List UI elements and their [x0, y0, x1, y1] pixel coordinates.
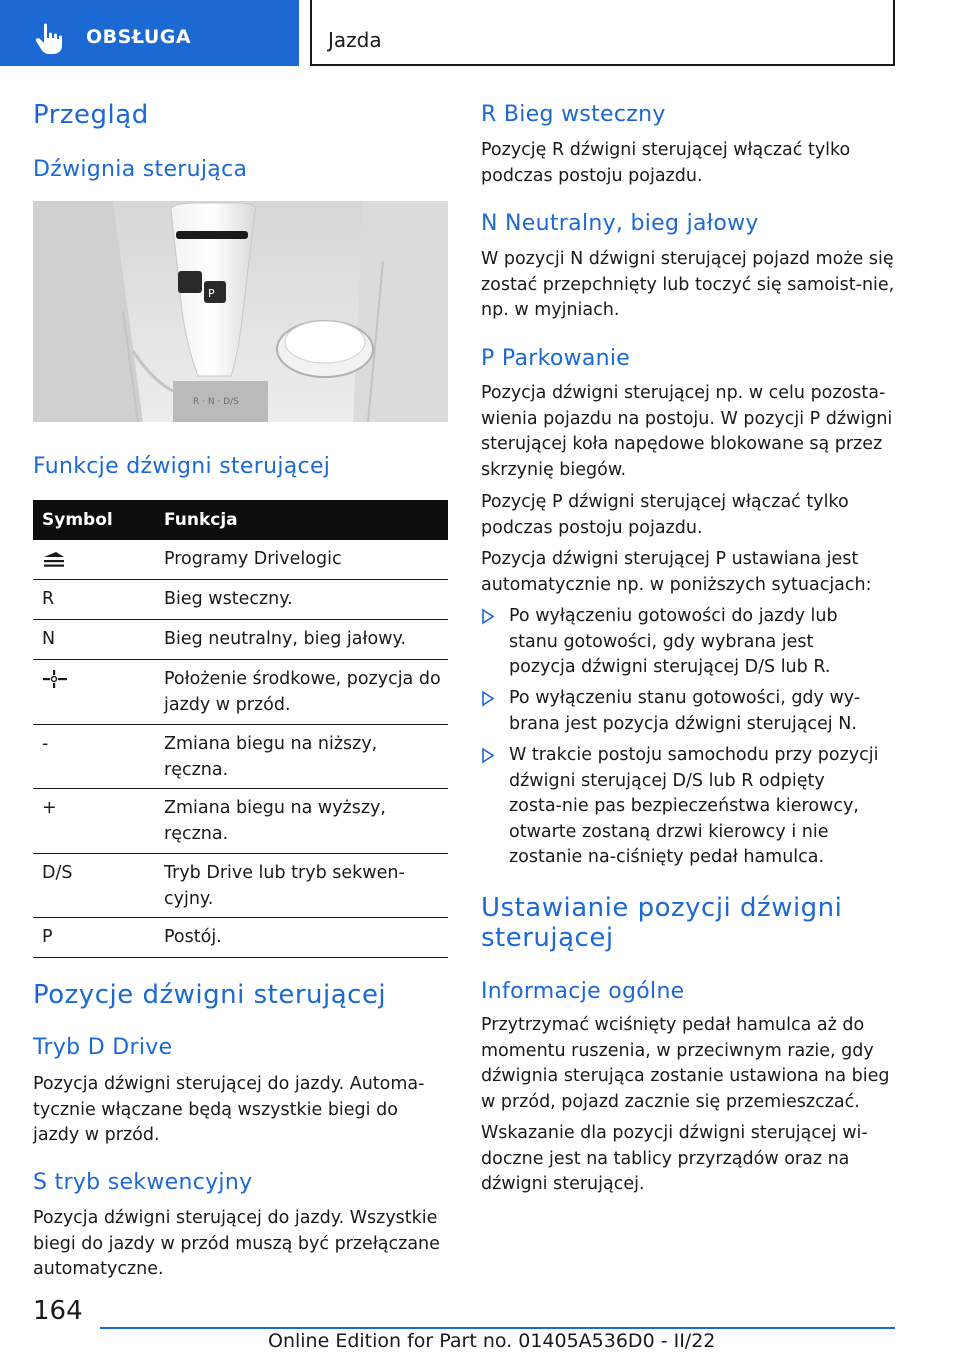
neutral-paragraph: W pozycji N dźwigni sterującej pojazd może się zostać przepchnięty lub toczyć się samoist-nie, np. w myjniach. [481, 249, 895, 320]
selector-lever-photo [33, 201, 448, 422]
table-cell-symbol: N [42, 629, 56, 649]
lever-functions-table [33, 500, 448, 958]
svg-text:R · N · D/S: R · N · D/S [193, 397, 239, 407]
overview-heading: Przegląd [33, 100, 149, 130]
footer-edition: Online Edition for Part no. 01405A536D0 - II/22 [268, 1330, 716, 1352]
lever-heading: Dźwignia sterująca [33, 157, 248, 182]
setting-heading: Ustawianie pozycji dźwigni sterującej [481, 893, 843, 953]
svg-text:P: P [208, 287, 215, 300]
page-number: 164 [33, 1296, 83, 1326]
reverse-heading: R Bieg wsteczny [481, 102, 666, 127]
drive-heading: Tryb D Drive [33, 1035, 173, 1060]
table-row [33, 918, 448, 958]
table-cell-function: Bieg neutralny, bieg jałowy. [164, 629, 406, 649]
table-row [33, 854, 448, 918]
table-cell-function: Zmiana biegu na niższy, ręczna. [164, 734, 378, 780]
neutral-heading: N Neutralny, bieg jałowy [481, 211, 759, 236]
header-section-label: OBSŁUGA [86, 26, 192, 48]
park-paragraph-1: Pozycja dźwigni sterującej np. w celu pozosta-wienia pojazdu na postoju. W pozycji P dźwigni sterującej koła napędowe blokowane są przez skrzynię biegów. [481, 383, 893, 480]
sequential-heading: S tryb sekwencyjny [33, 1170, 253, 1195]
table-row [33, 660, 448, 725]
table-header [33, 500, 448, 540]
footer-divider [100, 1327, 895, 1329]
table-header-function: Funkcja [164, 510, 238, 530]
table-cell-function: Położenie środkowe, pozycja do jazdy w przód. [164, 669, 441, 715]
general-paragraph-2: Wskazanie dla pozycji dźwigni sterującej wi-doczne jest na tablicy przyrządów oraz na dźwigni sterującej. [481, 1123, 868, 1194]
triangle-bullet-icon [481, 743, 495, 768]
selector-lever-illustration [33, 201, 448, 422]
header-chapter-box [310, 0, 895, 66]
general-heading: Informacje ogólne [481, 979, 685, 1004]
table-row [33, 725, 448, 789]
hand-pointer-icon [30, 21, 70, 55]
table-cell-symbol: + [42, 798, 57, 818]
table-cell-function: Bieg wsteczny. [164, 589, 293, 609]
table-cell-symbol: D/S [42, 863, 73, 883]
header-section-tab[interactable] [0, 0, 299, 66]
table-cell-function: Tryb Drive lub tryb sekwen-cyjny. [164, 863, 405, 909]
table-cell-symbol: - [42, 734, 49, 754]
header-chapter-label: Jazda [328, 28, 382, 52]
triangle-bullet-icon [481, 604, 495, 629]
table-row [33, 540, 448, 580]
table-cell-function: Zmiana biegu na wyższy, ręczna. [164, 798, 386, 844]
list-item-text: W trakcie postoju samochodu przy pozycji dźwigni sterującej D/S lub R odpięty zosta-nie pas bezpieczeństwa kierowcy, otwarte zostaną drzwi kierowcy i nie zostanie na-ciśnięty pedał hamulca. [509, 745, 879, 867]
table-cell-symbol: R [42, 589, 55, 609]
table-cell-function: Postój. [164, 927, 222, 947]
drive-paragraph: Pozycja dźwigni sterującej do jazdy. Automa-tycznie włączane będą wszystkie biegi do jazdy w przód. [33, 1074, 425, 1145]
positions-heading: Pozycje dźwigni sterującej [33, 980, 387, 1010]
table-cell-symbol: P [42, 927, 53, 947]
reverse-paragraph: Pozycję R dźwigni sterującej włączać tylko podczas postoju pojazdu. [481, 140, 851, 186]
list-item-text: Po wyłączeniu gotowości do jazdy lub stanu gotowości, gdy wybrana jest pozycja dźwigni sterującej D/S lub R. [509, 606, 838, 677]
park-heading: P Parkowanie [481, 346, 631, 371]
drivelogic-icon [42, 551, 66, 578]
table-row [33, 620, 448, 660]
table-row [33, 580, 448, 620]
functions-heading: Funkcje dźwigni sterującej [33, 454, 331, 479]
triangle-bullet-icon [481, 686, 495, 711]
park-paragraph-2: Pozycję P dźwigni sterującej włączać tylko podczas postoju pojazdu. [481, 492, 849, 538]
list-item-text: Po wyłączeniu stanu gotowości, gdy wy-brana jest pozycja dźwigni sterującej N. [509, 688, 861, 734]
park-paragraph-3: Pozycja dźwigni sterującej P ustawiana jest automatycznie np. w poniższych sytuacjach: [481, 549, 872, 595]
center-position-icon [42, 669, 68, 698]
table-cell-function: Programy Drivelogic [164, 549, 342, 569]
table-row [33, 789, 448, 854]
sequential-paragraph: Pozycja dźwigni sterującej do jazdy. Wszystkie biegi do jazdy w przód muszą być przełączane automatyczne. [33, 1208, 440, 1279]
table-header-symbol: Symbol [42, 510, 113, 530]
general-paragraph-1: Przytrzymać wciśnięty pedał hamulca aż do momentu ruszenia, w przeciwnym razie, gdy dźwignia sterująca zostanie ustawiona na bieg w przód, pojazd zacznie się przemieszczać. [481, 1015, 890, 1112]
